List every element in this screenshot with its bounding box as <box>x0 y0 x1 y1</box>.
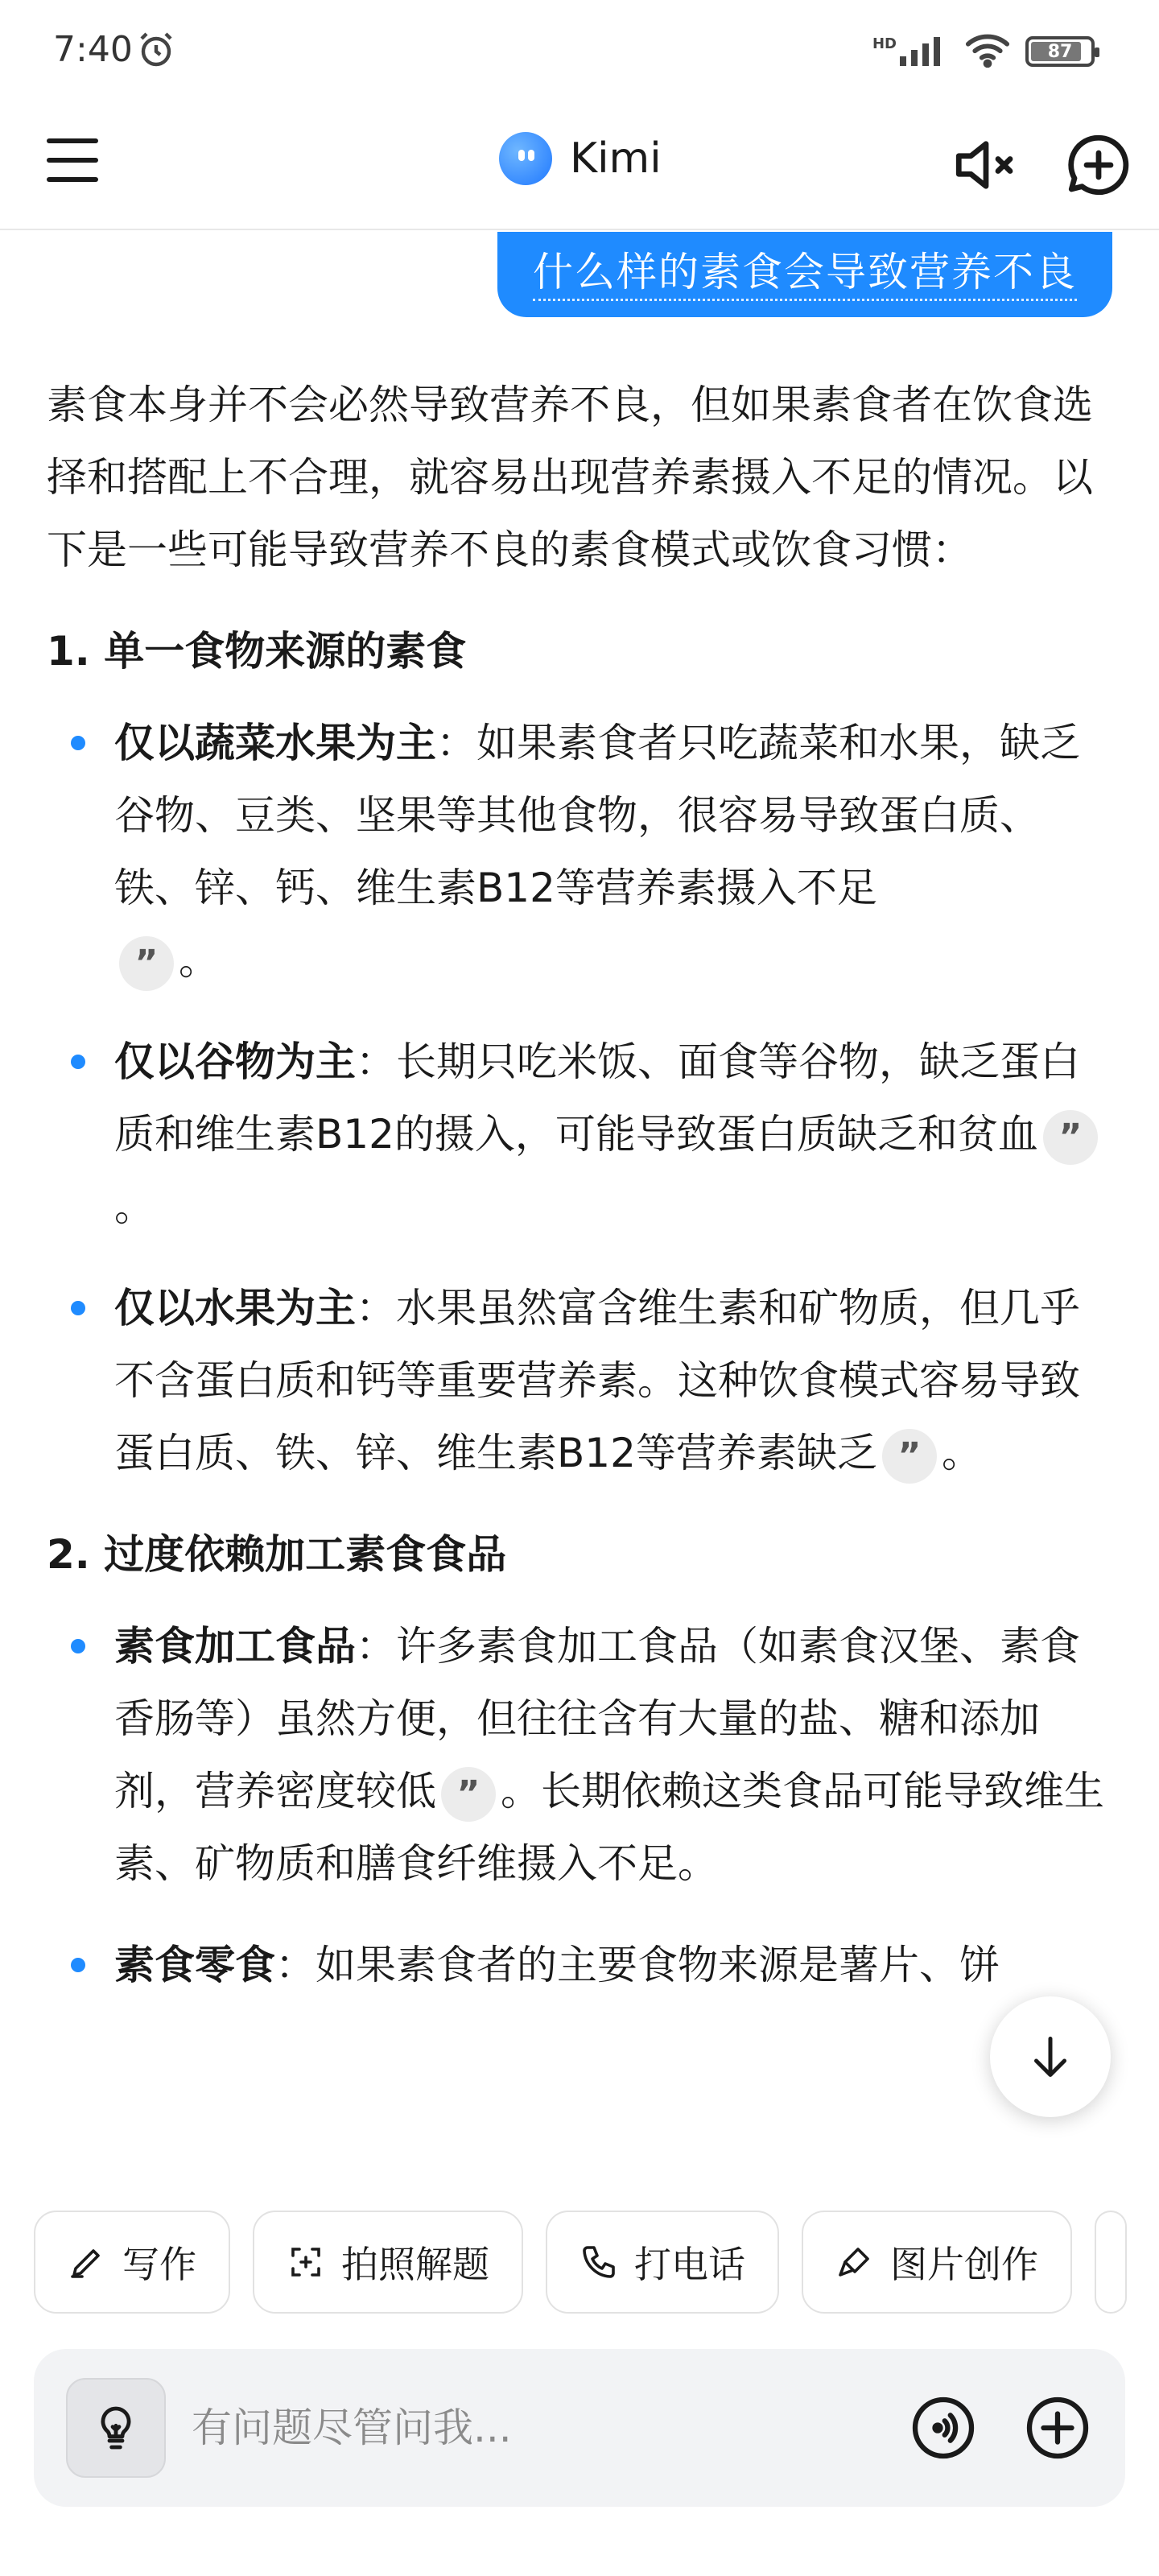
list-item <box>47 1026 1117 1243</box>
voice-button[interactable] <box>909 2394 977 2462</box>
chip-label: 拍照解题 <box>341 2243 489 2286</box>
bullet-heading: 仅以水果为主 <box>114 1285 356 1331</box>
mute-button[interactable] <box>950 129 1022 201</box>
battery-level: 87 <box>1047 41 1073 62</box>
bullet-dot <box>71 1958 85 1972</box>
bullet-heading: 仅以蔬菜水果为主 <box>114 720 436 766</box>
brush-icon <box>835 2243 874 2281</box>
message-input-bar <box>34 2349 1125 2507</box>
bullet-list <box>47 1610 1117 2001</box>
citation-icon[interactable]: ” <box>119 936 174 991</box>
menu-icon-bar <box>47 177 98 182</box>
pen-icon <box>68 2243 106 2281</box>
chat-scroll-area[interactable] <box>0 232 1159 2180</box>
phone-icon <box>580 2243 618 2281</box>
answer-intro: 素食本身并不会必然导致营养不良，但如果素食者在饮食选择和搭配上不合理，就容易出现营养素摄入不足的情况。以下是一些可能导致营养不良的素食模式或饮食习惯： <box>47 382 1093 573</box>
chip-more[interactable] <box>1095 2211 1127 2314</box>
new-chat-icon <box>1062 129 1135 201</box>
scan-icon <box>287 2243 325 2281</box>
bullet-text: ：如果素食者的主要食物来源是薯片、饼 <box>275 1942 1000 1988</box>
chip-label: 写作 <box>122 2243 196 2286</box>
brand <box>499 132 662 185</box>
bullet-tail: 。 <box>114 1183 155 1230</box>
alarm-icon <box>137 31 175 72</box>
bullet-dot <box>71 1639 85 1653</box>
bullet-text: ：长期只吃米饭、面食等谷物，缺乏蛋白质和维生素B12的摄入，可能导致蛋白质缺乏和贫血 <box>114 1038 1080 1158</box>
signal-icon <box>900 34 950 69</box>
voice-icon <box>909 2394 977 2462</box>
section-title: 2. 过度依赖加工素食食品 <box>47 1531 507 1578</box>
chip-label: 打电话 <box>634 2243 745 2286</box>
app-title: Kimi <box>570 134 662 183</box>
chip-photo-solve[interactable] <box>253 2211 523 2314</box>
list-item <box>47 1272 1117 1489</box>
menu-icon-bar <box>47 158 98 163</box>
menu-button[interactable] <box>47 134 103 190</box>
citation-icon[interactable]: ” <box>1043 1110 1098 1165</box>
citation-icon[interactable]: ” <box>441 1767 496 1822</box>
list-item <box>47 707 1117 997</box>
new-chat-button[interactable] <box>1062 129 1135 201</box>
bullet-heading: 素食加工食品 <box>114 1623 356 1670</box>
chip-writing[interactable] <box>34 2211 230 2314</box>
user-message-bubble[interactable] <box>497 232 1112 317</box>
menu-icon <box>47 138 98 143</box>
status-bar <box>0 0 1159 105</box>
bullet-tail: 。 <box>179 937 219 984</box>
bullet-text: ：水果虽然富含维生素和矿物质，但几乎不含蛋白质和钙等重要营养素。这种饮食模式容易导致蛋白质、铁、锌、维生素B12等营养素缺乏 <box>114 1285 1080 1476</box>
kimi-logo-icon <box>499 132 552 185</box>
list-item <box>47 1929 1117 2001</box>
battery-icon <box>1025 36 1095 67</box>
arrow-down-icon <box>1026 2033 1074 2081</box>
chip-phone-call[interactable] <box>546 2211 779 2314</box>
app-header <box>0 105 1159 230</box>
status-time: 7:40 <box>53 29 133 70</box>
assistant-answer <box>47 369 1117 2030</box>
hint-button[interactable] <box>66 2378 166 2478</box>
bullet-heading: 素食零食 <box>114 1942 275 1988</box>
bullet-dot <box>71 1301 85 1315</box>
bullet-heading: 仅以谷物为主 <box>114 1038 356 1085</box>
bullet-dot <box>71 1055 85 1069</box>
speaker-mute-icon <box>950 129 1022 201</box>
bullet-tail: 。长期依赖这类食品可能导致维生素、矿物质和膳食纤维摄入不足。 <box>114 1768 1104 1887</box>
bullet-dot <box>71 736 85 750</box>
bullet-text: ：许多素食加工食品（如素食汉堡、素食香肠等）虽然方便，但往往含有大量的盐、糖和添加剂，营养密度较低 <box>114 1623 1080 1814</box>
bullet-text: ：如果素食者只吃蔬菜和水果，缺乏谷物、豆类、坚果等其他食物，很容易导致蛋白质、铁、锌、钙、维生素B12等营养素摄入不足 <box>114 720 1080 911</box>
user-message-text: 什么样的素食会导致营养不良 <box>533 249 1077 301</box>
add-attachment-button[interactable] <box>1024 2394 1091 2462</box>
bullet-list <box>47 707 1117 1489</box>
network-hd-label: HD <box>872 35 897 52</box>
plus-icon <box>1024 2394 1091 2462</box>
citation-icon[interactable]: ” <box>882 1429 937 1484</box>
list-item <box>47 1610 1117 1900</box>
message-input[interactable] <box>192 2396 819 2460</box>
wifi-icon <box>964 32 1011 71</box>
section-title: 1. 单一食物来源的素食 <box>47 628 467 675</box>
chip-image-creation[interactable] <box>802 2211 1072 2314</box>
lightbulb-icon <box>90 2402 142 2454</box>
bullet-tail: 。 <box>941 1430 982 1476</box>
chip-label: 图片创作 <box>890 2243 1038 2286</box>
scroll-down-button[interactable] <box>990 1996 1111 2117</box>
quick-action-chips <box>34 2211 1127 2314</box>
